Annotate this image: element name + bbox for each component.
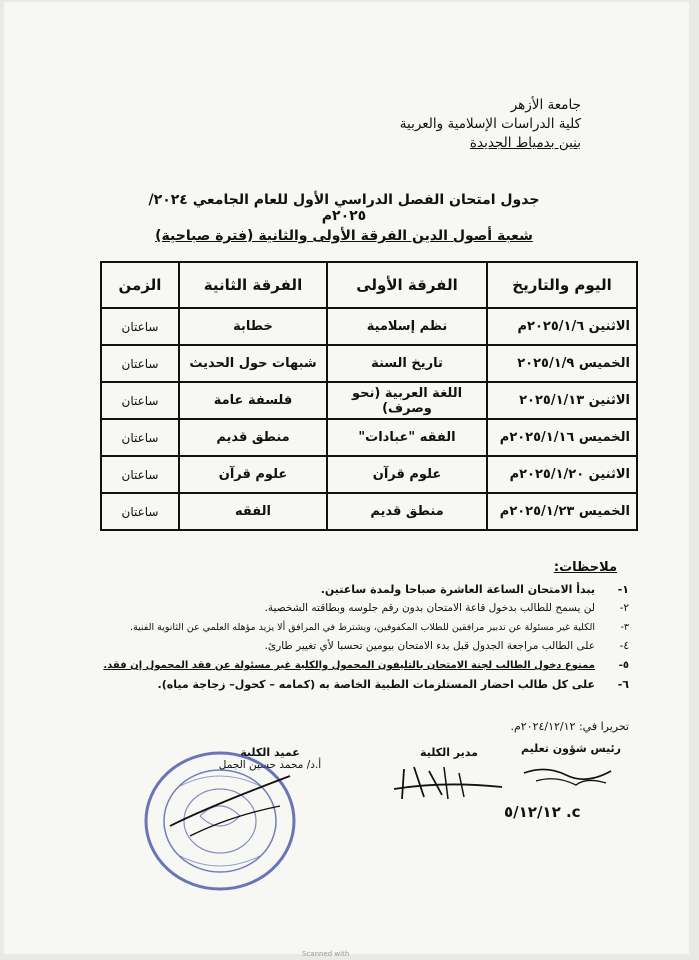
letterhead xyxy=(281,96,581,153)
table-row xyxy=(101,382,637,419)
notes-list xyxy=(49,580,629,694)
note-text: لن يسمح للطالب بدخول قاعة الامتحان بدون رقم جلوسه وبطاقته الشخصية. xyxy=(264,602,595,614)
cell-second-year: شبهات حول الحديث xyxy=(179,345,327,382)
director-signature xyxy=(384,759,581,821)
notes-heading: ملاحظات: xyxy=(553,560,617,575)
cell-duration: ساعتان xyxy=(101,345,179,382)
note-number: ٥- xyxy=(618,660,629,671)
cell-first-year: تاريخ السنة xyxy=(327,345,487,382)
note-text: على كل طالب احضار المستلزمات الطبية الخاصة به (كمامه – كحول– زجاجة مياه). xyxy=(157,678,595,691)
cell-duration: ساعتان xyxy=(101,382,179,419)
table-row xyxy=(101,419,637,456)
registrar-title: رئيس شؤون تعليم xyxy=(520,742,622,755)
cell-date: الاثنين ٢٠٢٥/١/١٣ xyxy=(487,382,637,419)
list-item xyxy=(49,618,629,637)
cell-date: الخميس ٢٠٢٥/١/٢٣م xyxy=(487,493,637,530)
list-item xyxy=(49,580,629,599)
note-number: ٢- xyxy=(619,602,629,614)
cell-second-year: الفقه xyxy=(179,493,327,530)
list-item xyxy=(49,637,629,656)
cell-date: الاثنين ٢٠٢٥/١/٢٠م xyxy=(487,456,637,493)
cell-first-year: علوم قرآن xyxy=(327,456,487,493)
cell-first-year: اللغة العربية (نحو وصرف) xyxy=(327,382,487,419)
header-second-year: الفرقة الثانية xyxy=(179,262,327,308)
table-row xyxy=(101,493,637,530)
note-number: ١- xyxy=(617,583,629,596)
cell-duration: ساعتان xyxy=(101,456,179,493)
note-text: ممنوع دخول الطالب لجنة الامتحان بالتليفون المحمول والكلية غير مسئولة عن فقد المحمول إن فقد. xyxy=(103,660,595,671)
exam-schedule-table xyxy=(100,261,638,531)
document-page xyxy=(4,2,689,958)
cell-date: الاثنين ٢٠٢٥/١/٦م xyxy=(487,308,637,345)
branch-name: بنين بدمياط الجديدة xyxy=(469,135,581,151)
director-signature-block xyxy=(384,746,581,824)
cell-first-year: الفقه "عبادات" xyxy=(327,419,487,456)
cell-first-year: منطق قديم xyxy=(327,493,487,530)
table-row xyxy=(101,345,637,382)
director-title: مدير الكلية xyxy=(420,746,478,759)
issue-date: تحريرا في: ٢٠٢٤/١٢/١٢م. xyxy=(510,720,629,733)
scanner-watermark: Scanned with xyxy=(302,950,350,958)
note-text: الكلية غير مسئولة عن تدبير مرافقين للطلاب المكفوفين، ويشترط في المرافق ألا يزيد مؤهله العلمي عن الثانوية الفنية. xyxy=(129,622,595,633)
table-header-row xyxy=(101,262,637,308)
dean-title: عميد الكلية xyxy=(240,746,300,759)
cell-duration: ساعتان xyxy=(101,493,179,530)
faculty-name: كلية الدراسات الإسلامية والعربية xyxy=(399,116,581,132)
cell-second-year: علوم قرآن xyxy=(179,456,327,493)
table-row xyxy=(101,308,637,345)
list-item xyxy=(49,675,629,694)
cell-second-year: منطق قديم xyxy=(179,419,327,456)
note-number: ٤- xyxy=(619,640,629,652)
list-item xyxy=(49,656,629,675)
director-date-mark: c. ٥/١٢/١٢ xyxy=(504,803,581,821)
official-stamp-seal xyxy=(140,746,300,896)
note-text: يبدأ الامتحان الساعة العاشرة صباحا ولمدة ساعتين. xyxy=(320,583,595,596)
cell-first-year: نظم إسلامية xyxy=(327,308,487,345)
cell-duration: ساعتان xyxy=(101,419,179,456)
cell-date: الخميس ٢٠٢٥/١/١٦م xyxy=(487,419,637,456)
document-title: جدول امتحان الفصل الدراسي الأول للعام الجامعي ٢٠٢٤/ ٢٠٢٥م xyxy=(148,192,540,224)
cell-second-year: خطابة xyxy=(179,308,327,345)
header-duration: الزمن xyxy=(101,262,179,308)
header-first-year: الفرقة الأولى xyxy=(327,262,487,308)
note-number: ٦- xyxy=(617,678,629,691)
note-number: ٣- xyxy=(620,622,629,633)
table-row xyxy=(101,456,637,493)
dean-name: أ.د/ محمد حسين الجمل xyxy=(218,759,322,771)
registrar-signature-block xyxy=(511,742,631,808)
cell-duration: ساعتان xyxy=(101,308,179,345)
cell-date: الخميس ٢٠٢٥/١/٩ xyxy=(487,345,637,382)
cell-second-year: فلسفة عامة xyxy=(179,382,327,419)
university-name: جامعة الأزهر xyxy=(510,97,581,113)
list-item xyxy=(49,599,629,618)
registrar-signature xyxy=(516,755,626,805)
document-subtitle: شعبة أصول الدين الفرقة الأولى والثانية (فترة صباحية) xyxy=(155,228,533,244)
note-text: على الطالب مراجعة الجدول قبل بدء الامتحان بيومين تحسبا لأي تغيير طارئ. xyxy=(264,640,595,652)
header-day-date: اليوم والتاريخ xyxy=(487,262,637,308)
